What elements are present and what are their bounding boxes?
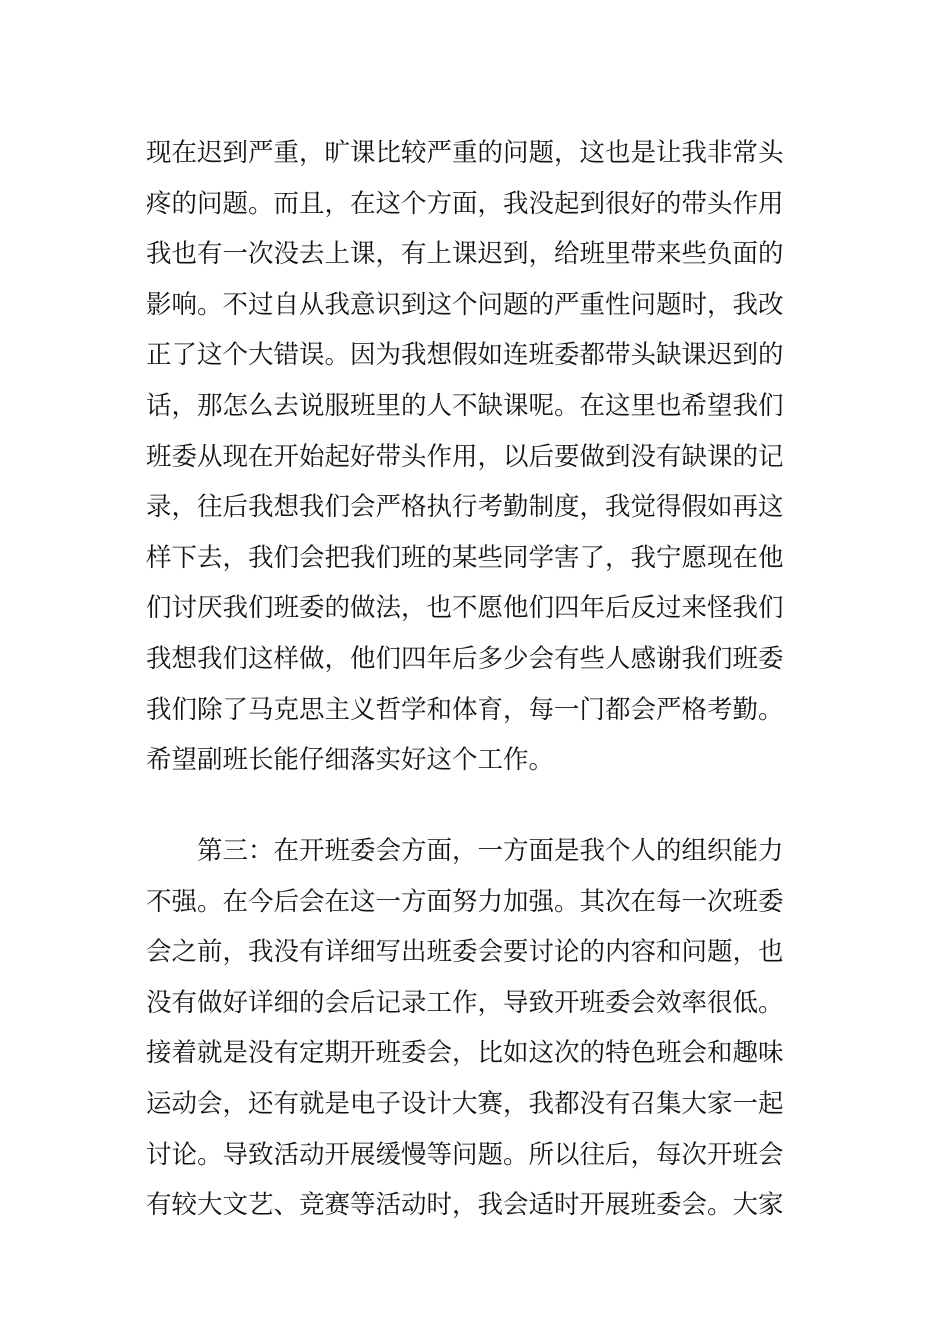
paragraph-2 (146, 826, 810, 1231)
text-line: 讨论。导致活动开展缓慢等问题。所以往后，每次开班会 (146, 1139, 784, 1170)
text-line: 影响。不过自从我意识到这个问题的严重性问题时，我改 (146, 289, 784, 320)
text-line: 希望副班长能仔细落实好这个工作。 (146, 745, 555, 776)
text-line: 样下去，我们会把我们班的某些同学害了，我宁愿现在他 (146, 542, 784, 573)
text-line: 们讨厌我们班委的做法，也不愿他们四年后反过来怪我们 (146, 593, 784, 624)
text-line: 我想我们这样做，他们四年后多少会有些人感谢我们班委 (146, 643, 784, 674)
text-line: 会之前，我没有详细写出班委会要讨论的内容和问题，也 (146, 937, 784, 968)
text-line: 我们除了马克思主义哲学和体育，每一门都会严格考勤。 (146, 694, 784, 725)
text-line: 第三：在开班委会方面，一方面是我个人的组织能力 (146, 836, 784, 866)
text-line: 我也有一次没去上课，有上课迟到，给班里带来些负面的 (146, 239, 784, 270)
text-line: 话，那怎么去说服班里的人不缺课呢。在这里也希望我们 (146, 390, 784, 421)
text-line: 录，往后我想我们会严格执行考勤制度，我觉得假如再这 (146, 492, 784, 523)
text-line: 疼的问题。而且，在这个方面，我没起到很好的带头作用 (146, 188, 784, 219)
text-line: 运动会，还有就是电子设计大赛，我都没有召集大家一起 (146, 1088, 784, 1119)
text-line: 班委从现在开始起好带头作用，以后要做到没有缺课的记 (146, 441, 784, 472)
paragraph-1 (146, 128, 810, 786)
text-line: 接着就是没有定期开班委会，比如这次的特色班会和趣味 (146, 1038, 784, 1069)
text-line: 正了这个大错误。因为我想假如连班委都带头缺课迟到的 (146, 340, 784, 371)
text-line: 有较大文艺、竞赛等活动时，我会适时开展班委会。大家 (146, 1190, 784, 1221)
text-line: 不强。在今后会在这一方面努力加强。其次在每一次班委 (146, 886, 784, 917)
text-line: 没有做好详细的会后记录工作，导致开班委会效率很低。 (146, 987, 784, 1018)
text-line: 现在迟到严重，旷课比较严重的问题，这也是让我非常头 (146, 138, 784, 168)
